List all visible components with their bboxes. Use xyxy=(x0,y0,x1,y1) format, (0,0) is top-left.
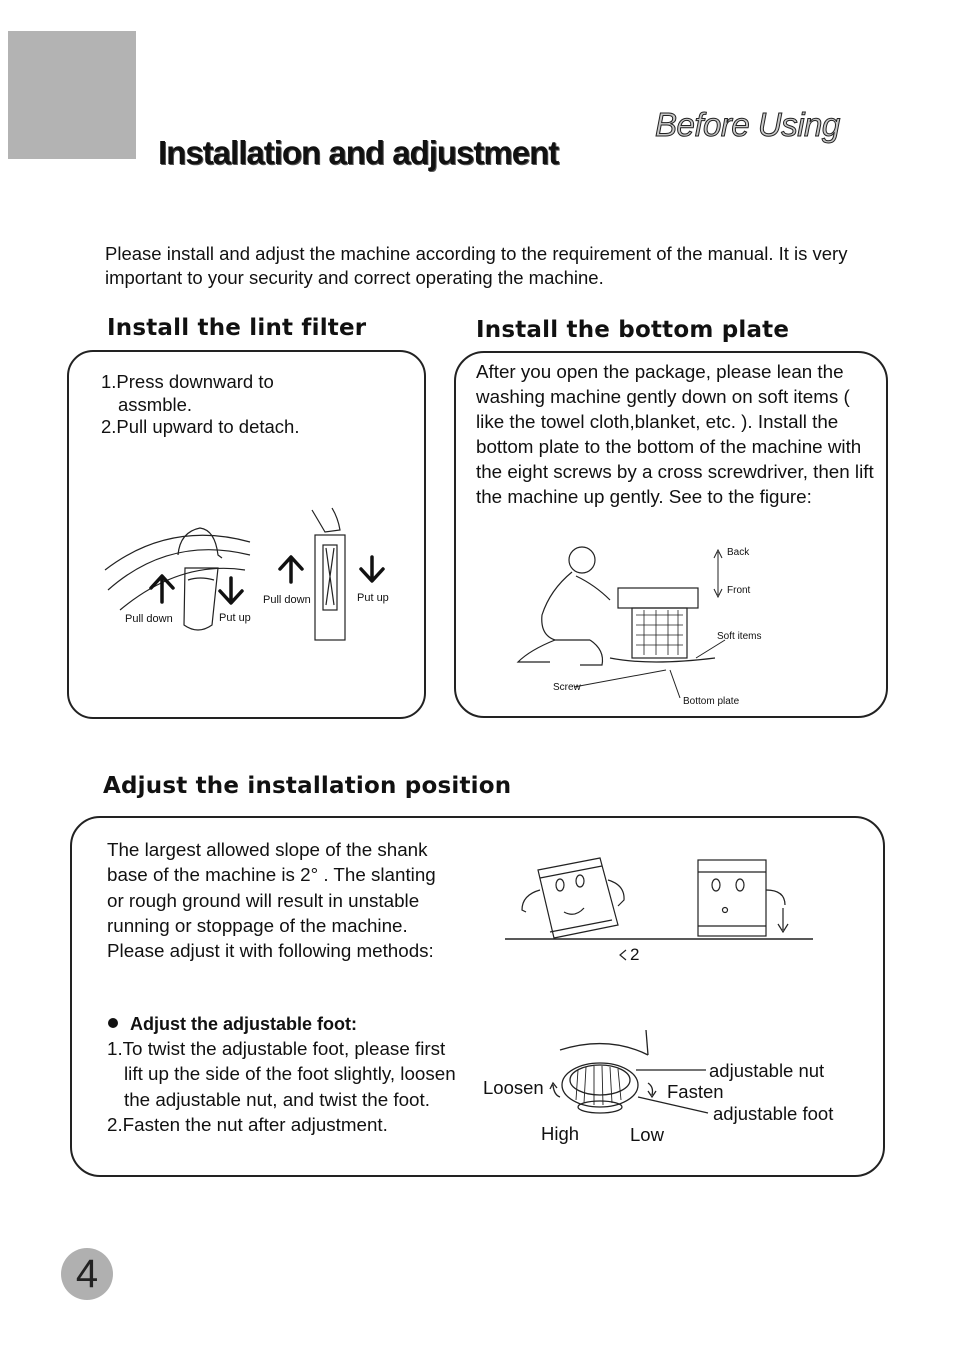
adjust-position-heading: Adjust the installation position xyxy=(103,773,512,799)
machine-slope-illustration xyxy=(500,850,820,960)
adjustable-foot-label: adjustable foot xyxy=(713,1103,834,1124)
page-number: 4 xyxy=(61,1248,113,1300)
adjustable-foot-subheading xyxy=(108,1014,357,1035)
lint-step-1: 1.Press downward to xyxy=(101,371,274,392)
lint-filter-heading: Install the lint filter xyxy=(107,315,367,341)
soft-items-label: Soft items xyxy=(717,631,762,642)
bullet-icon xyxy=(108,1018,118,1028)
put-up-label-1: Put up xyxy=(219,612,251,624)
bottom-plate-illustration xyxy=(510,540,770,710)
screw-label: Screw xyxy=(553,682,581,693)
lint-step-2: 2.Pull upward to detach. xyxy=(101,416,300,437)
page-title: Installation and adjustment xyxy=(158,134,559,171)
intro-paragraph: Please install and adjust the machine according to the requirement of the manual. It is very important to your security and correct operating the machine. xyxy=(105,243,848,288)
bottom-plate-label: Bottom plate xyxy=(683,696,740,707)
back-front-arrow-icon xyxy=(714,550,722,597)
low-label: Low xyxy=(630,1124,664,1145)
high-label: High xyxy=(541,1123,580,1144)
lint-filter-steps xyxy=(101,371,401,439)
adjustable-nut-label: adjustable nut xyxy=(709,1060,825,1081)
up-arrow-icon xyxy=(280,557,302,582)
loosen-label: Loosen xyxy=(483,1077,544,1098)
back-label: Back xyxy=(727,547,750,558)
adjustable-foot-illustration xyxy=(548,1025,708,1125)
front-label: Front xyxy=(727,585,751,596)
adjust-position-text: The largest allowed slope of the shank base of the machine is 2° . The slanting or rough ground will result in unstable running or stoppage of the machine. Please adjust it with following methods: xyxy=(107,839,436,962)
angle-label: 2 xyxy=(630,945,640,964)
put-up-label-2: Put up xyxy=(357,592,389,604)
corner-gray-block xyxy=(8,31,136,159)
pull-down-label-1: Pull down xyxy=(125,613,173,625)
adjust-step-2: 2.Fasten the nut after adjustment. xyxy=(107,1113,388,1135)
fasten-arrow-icon xyxy=(648,1083,656,1097)
bottom-plate-heading: Install the bottom plate xyxy=(476,317,790,343)
loosen-arrow-icon xyxy=(550,1083,560,1097)
down-arrow-icon xyxy=(220,578,242,603)
section-tag: Before Using xyxy=(655,106,840,143)
lint-step-1-cont: assmble. xyxy=(118,393,193,415)
lint-filter-illustration xyxy=(100,500,400,650)
pull-down-label-2: Pull down xyxy=(263,594,311,606)
bottom-plate-text: After you open the package, please lean the washing machine gently down on soft items ( like the towel cloth,blanket, etc. ). Install the bottom plate to the bottom of the machine with the eight screws by a cross screwdriver, then lift the machine up gently. See to the figure: xyxy=(476,361,874,508)
adjustable-foot-subheading-text: Adjust the adjustable foot: xyxy=(130,1014,357,1034)
down-arrow-icon xyxy=(361,557,383,581)
adjust-step-1: 1.To twist the adjustable foot, please first lift up the side of the foot slightly, loosen the adjustable nut, and twist the foot. xyxy=(107,1038,456,1110)
up-arrow-icon xyxy=(151,576,173,602)
adjust-steps xyxy=(107,1036,467,1137)
fasten-label: Fasten xyxy=(667,1081,724,1102)
